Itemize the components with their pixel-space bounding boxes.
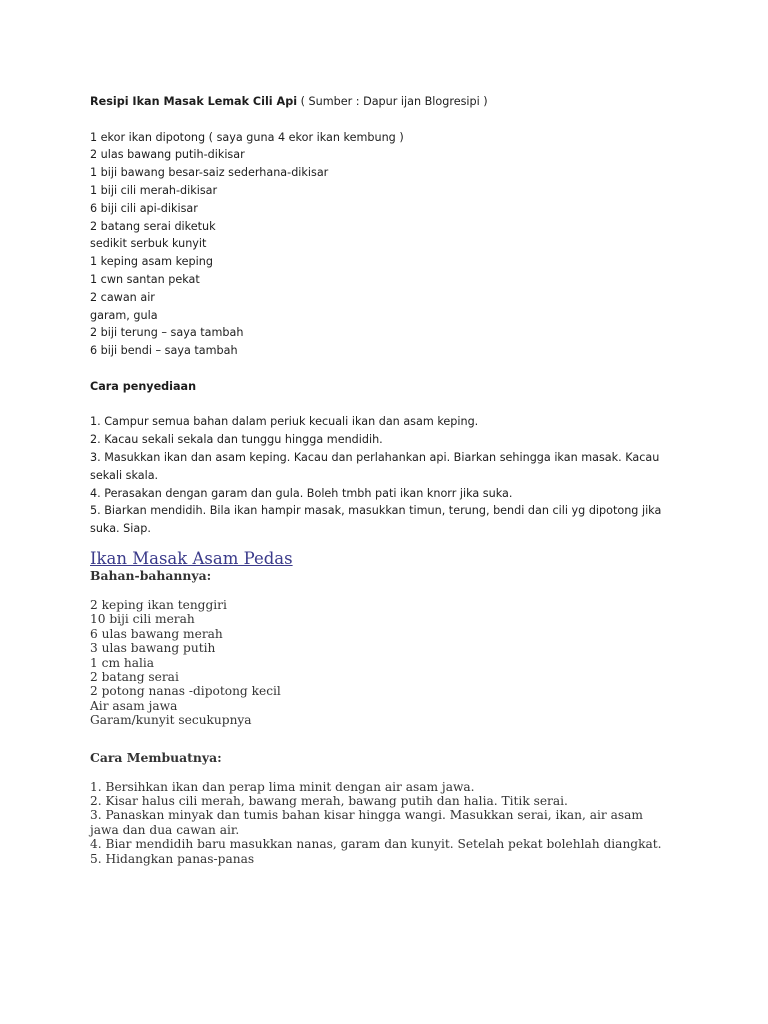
ingredient-item: 3 ulas bawang putih xyxy=(90,641,216,656)
ingredient-item: 2 biji terung – saya tambah xyxy=(90,326,244,340)
ingredient-item: 1 biji bawang besar-saiz sederhana-dikisar xyxy=(90,166,329,180)
recipe-asam-pedas xyxy=(90,549,690,866)
ingredient-item: 2 batang serai xyxy=(90,669,179,684)
ingredient-item: 10 biji cili merah xyxy=(90,612,195,627)
step-item: 2. Kisar halus cili merah, bawang merah, bawang putih dan halia. Titik serai. xyxy=(90,793,568,808)
ingredients-heading: Bahan-bahannya: xyxy=(90,567,212,583)
recipe-lemak-cili-api xyxy=(90,93,690,538)
step-item: 1. Campur semua bahan dalam periuk kecuali ikan dan asam keping. xyxy=(90,415,479,429)
ingredient-item: 6 biji bendi – saya tambah xyxy=(90,344,238,358)
recipe-title: Resipi Ikan Masak Lemak Cili Api xyxy=(90,95,298,108)
ingredient-item: 1 cm halia xyxy=(90,655,155,670)
ingredient-item: 2 potong nanas -dipotong kecil xyxy=(90,684,281,699)
ingredient-item: 1 cwn santan pekat xyxy=(90,272,200,286)
recipe-source: ( Sumber : Dapur ijan Blogresipi ) xyxy=(297,95,488,108)
step-item: 3. Panaskan minyak dan tumis bahan kisar hingga wangi. Masukkan serai, ikan, air asam jawa dan dua cawan air. xyxy=(90,808,643,837)
recipe-title-line xyxy=(90,93,690,111)
ingredient-item: 2 batang serai diketuk xyxy=(90,219,216,233)
ingredient-item: Air asam jawa xyxy=(90,698,178,713)
ingredient-item: 2 ulas bawang putih-dikisar xyxy=(90,148,245,162)
step-list xyxy=(90,780,690,866)
document-page xyxy=(90,93,690,866)
step-item: 1. Bersihkan ikan dan perap lima minit dengan air asam jawa. xyxy=(90,779,475,794)
ingredient-list xyxy=(90,129,690,360)
step-list xyxy=(90,413,690,538)
ingredient-item: 6 ulas bawang merah xyxy=(90,626,223,641)
ingredient-list xyxy=(90,598,690,728)
ingredient-item: sedikit serbuk kunyit xyxy=(90,237,207,251)
ingredient-item: 6 biji cili api-dikisar xyxy=(90,201,198,215)
ingredient-item: 1 biji cili merah-dikisar xyxy=(90,183,218,197)
step-item: 5. Biarkan mendidih. Bila ikan hampir masak, masukkan timun, terung, bendi dan cili yg dipotong jika suka. Siap. xyxy=(90,504,662,536)
method-heading: Cara Membuatnya: xyxy=(90,749,222,765)
method-heading: Cara penyediaan xyxy=(90,379,197,393)
step-item: 4. Perasakan dengan garam dan gula. Boleh tmbh pati ikan knorr jika suka. xyxy=(90,486,513,500)
ingredient-item: 2 cawan air xyxy=(90,290,155,304)
step-item: 2. Kacau sekali sekala dan tunggu hingga mendidih. xyxy=(90,433,383,447)
ingredient-item: 1 keping asam keping xyxy=(90,255,213,269)
ingredient-item: 2 keping ikan tenggiri xyxy=(90,597,227,612)
ingredient-item: garam, gula xyxy=(90,308,158,322)
recipe-title-link[interactable]: Ikan Masak Asam Pedas xyxy=(90,548,293,568)
step-item: 5. Hidangkan panas-panas xyxy=(90,851,255,866)
step-item: 3. Masukkan ikan dan asam keping. Kacau dan perlahankan api. Biarkan sehingga ikan masak. Kacau sekali skala. xyxy=(90,450,660,482)
step-item: 4. Biar mendidih baru masukkan nanas, garam dan kunyit. Setelah pekat bolehlah diangkat. xyxy=(90,837,662,852)
ingredient-item: Garam/kunyit secukupnya xyxy=(90,713,252,728)
ingredient-item: 1 ekor ikan dipotong ( saya guna 4 ekor ikan kembung ) xyxy=(90,130,404,144)
